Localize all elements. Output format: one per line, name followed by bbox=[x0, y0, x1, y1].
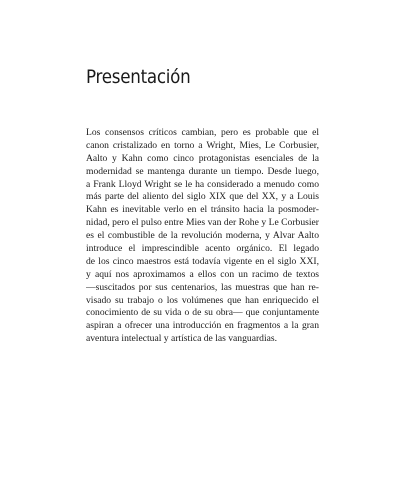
paragraph-line: visado su trabajo o los volúmenes que han enriquecido el bbox=[86, 294, 319, 306]
paragraph-line: Aalto y Kahn como cinco protagonistas esenciales de la bbox=[86, 152, 319, 164]
paragraph-line: introduce el imprescindible acento orgánico. El legado bbox=[86, 243, 319, 255]
paragraph-line: Kahn es inevitable verlo en el tránsito hacia la posmoder- bbox=[86, 204, 319, 216]
paragraph-line: más parte del aliento del siglo XIX que del XX, y a Louis bbox=[86, 191, 319, 203]
paragraph-line: conocimiento de su vida o de su obra— que conjuntamente bbox=[86, 307, 319, 319]
paragraph-line: —suscitados por sus centenarios, las muestras que han re- bbox=[86, 281, 319, 293]
paragraph-line: a Frank Lloyd Wright se le ha considerado a menudo como bbox=[86, 178, 319, 190]
paragraph-line: es el combustible de la revolución moderna, y Alvar Aalto bbox=[86, 230, 319, 242]
paragraph-line: canon cristalizado en torno a Wright, Mies, Le Corbusier, bbox=[86, 139, 319, 151]
paragraph-line: y aquí nos aproximamos a ellos con un racimo de textos bbox=[86, 268, 319, 280]
paragraph-line: Los consensos críticos cambian, pero es probable que el bbox=[86, 127, 319, 138]
paragraph-line: modernidad se mantenga durante un tiempo. Desde luego, bbox=[86, 165, 319, 177]
paragraph-line: aventura intelectual y artística de las vanguardias. bbox=[86, 333, 277, 345]
paragraph-line: de los cinco maestros está todavía vigente en el siglo XXI, bbox=[86, 255, 319, 267]
paragraph-line: aspiran a ofrecer una introducción en fragmentos a la gran bbox=[86, 320, 319, 332]
chapter-heading: Presentación bbox=[86, 66, 191, 88]
body-paragraph bbox=[86, 127, 319, 346]
paragraph-line: nidad, pero el pulso entre Mies van der Rohe y Le Corbusier bbox=[86, 217, 319, 229]
